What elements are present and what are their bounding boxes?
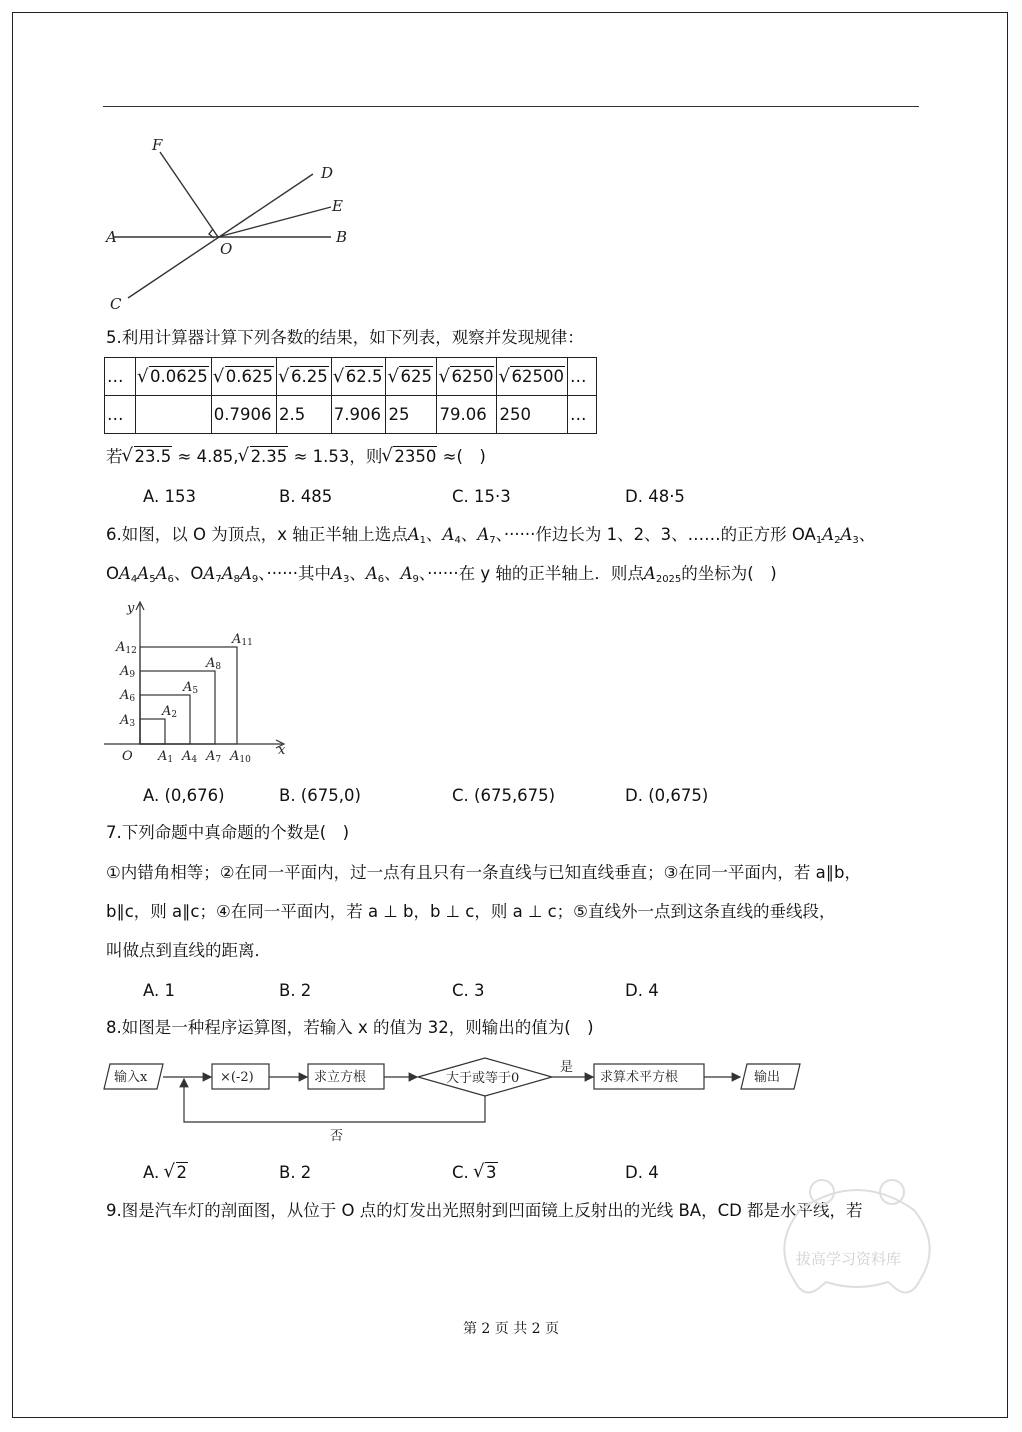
- label-a8: A8: [206, 656, 222, 672]
- q7-option-a: A. 1: [143, 981, 175, 1000]
- q5-option-d: D. 48·5: [625, 487, 685, 506]
- label-a10: A10: [230, 749, 251, 765]
- table-cell: 25: [386, 396, 437, 434]
- label-a5: A5: [183, 680, 199, 696]
- table-cell: [136, 396, 212, 434]
- table-cell: …: [567, 396, 596, 434]
- label-x: x: [278, 743, 286, 758]
- q6-option-c: C. (675,675): [452, 786, 556, 805]
- label-a6: A6: [120, 688, 136, 704]
- q5-option-a: A. 153: [143, 487, 196, 506]
- label-y: y: [127, 601, 135, 616]
- flow-condition-label: 大于或等于0: [446, 1071, 520, 1086]
- table-cell: …: [105, 396, 136, 434]
- label-a7: A7: [206, 749, 222, 765]
- flow-output-label: 输出: [754, 1070, 781, 1085]
- q7-option-c: C. 3: [452, 981, 485, 1000]
- label-a2: A2: [162, 704, 178, 720]
- q6-option-a: A. (0,676): [143, 786, 225, 805]
- q7-option-b: B. 2: [279, 981, 312, 1000]
- flow-no-loop: [184, 1079, 485, 1122]
- q5-condition: 若√ 23.5 ≈ 4.85,√ 2.35 ≈ 1.53，则√ 2350 ≈( ): [106, 446, 486, 468]
- q5-table: [104, 357, 597, 434]
- table-row: [105, 396, 597, 434]
- label-c: C: [110, 295, 122, 313]
- q5-option-c: C. 15·3: [452, 487, 511, 506]
- q6-line-1: 6.如图，以 O 为顶点，x 轴正半轴上选点$A_1$、$A_4$、$A_7$、······作边长为 1、2、3、……的正方形 $OA_1A_2A_3$、: [106, 525, 876, 546]
- table-cell: √ 0.0625: [136, 358, 212, 396]
- q8-option-d: D. 4: [625, 1163, 659, 1182]
- q7-line-2: b∥c，则 a∥c；④在同一平面内，若 a ⊥ b，b ⊥ c，则 a ⊥ c；⑤直线外一点到这条直线的垂线段，: [106, 902, 836, 921]
- label-d: D: [321, 164, 334, 182]
- q6-option-b: B. (675,0): [279, 786, 361, 805]
- square-3: [140, 671, 215, 744]
- table-cell: 79.06: [437, 396, 497, 434]
- table-cell: 250: [497, 396, 568, 434]
- q8-option-b: B. 2: [279, 1163, 312, 1182]
- q7-line-1: ①内错角相等；②在同一平面内，过一点有且只有一条直线与已知直线垂直；③在同一平面内，若 a∥b，: [106, 863, 861, 882]
- q7-option-d: D. 4: [625, 981, 659, 1000]
- square-1: [140, 719, 165, 744]
- table-cell: √ 62.5: [331, 358, 386, 396]
- flow-cube-root-label: 求立方根: [314, 1070, 367, 1085]
- label-a3: A3: [120, 713, 136, 729]
- q5-option-b: B. 485: [279, 487, 333, 506]
- flow-input-label: 输入x: [114, 1070, 148, 1085]
- q8-option-a: A. √ 2: [143, 1162, 188, 1184]
- label-a12: A12: [116, 640, 137, 656]
- flowchart: [100, 1052, 820, 1147]
- label-a11: A11: [232, 632, 253, 648]
- label-o: O: [220, 240, 233, 258]
- q7-line-3: 叫做点到直线的距离．: [106, 941, 271, 960]
- table-cell: …: [567, 358, 596, 396]
- flow-yes-label: 是: [560, 1060, 574, 1075]
- table-cell: √ 625: [386, 358, 437, 396]
- page-footer: 第 2 页 共 2 页: [462, 1321, 560, 1337]
- q8-option-c: C. √ 3: [452, 1162, 498, 1184]
- ray-of: [160, 152, 218, 237]
- q7-stem: 7.下列命题中真命题的个数是( ): [106, 823, 350, 842]
- q9-stem: 9.图是汽车灯的剖面图，从位于 O 点的灯发出光照射到凹面镜上反射出的光线 BA，CD 都是水平线，若: [106, 1201, 863, 1220]
- table-cell: √ 6.25: [276, 358, 331, 396]
- table-cell: 2.5: [276, 396, 331, 434]
- table-cell: …: [105, 358, 136, 396]
- label-a: A: [106, 228, 117, 246]
- table-cell: √ 62500: [497, 358, 568, 396]
- ray-oe: [218, 207, 331, 237]
- label-f: F: [152, 136, 163, 154]
- table-cell: 7.906: [331, 396, 386, 434]
- label-a9: A9: [120, 664, 136, 680]
- label-e: E: [332, 197, 343, 215]
- flow-sqrt-label: 求算术平方根: [600, 1070, 679, 1085]
- header-rule: [103, 106, 919, 107]
- table-row: [105, 358, 597, 396]
- q6-line-2: $OA_4A_5A_6$、$OA_7A_8A_9$、······其中$A_3$、$A_6$、$A_9$、······在 y 轴的正半轴上．则点$A_{2025}$的坐标为( ): [106, 564, 777, 585]
- table-cell: √ 6250: [437, 358, 497, 396]
- q8-stem: 8.如图是一种程序运算图，若输入 x 的值为 32，则输出的值为( ): [106, 1018, 594, 1037]
- label-b: B: [336, 228, 348, 246]
- flow-no-label: 否: [330, 1129, 344, 1144]
- table-cell: √ 0.625: [211, 358, 276, 396]
- label-o: O: [122, 749, 133, 764]
- flow-multiply-label: ×(-2): [220, 1070, 254, 1085]
- watermark-text: 拔高学习资料库: [796, 1250, 902, 1268]
- q5-stem: 5.利用计算器计算下列各数的结果，如下列表，观察并发现规律：: [106, 328, 584, 347]
- q6-option-d: D. (0,675): [625, 786, 709, 805]
- angle-figure: [100, 130, 360, 315]
- label-a4: A4: [182, 749, 198, 765]
- label-a1: A1: [158, 749, 174, 765]
- squares-figure: [100, 598, 300, 770]
- watermark-bear-icon: [770, 1170, 945, 1310]
- table-cell: 0.7906: [211, 396, 276, 434]
